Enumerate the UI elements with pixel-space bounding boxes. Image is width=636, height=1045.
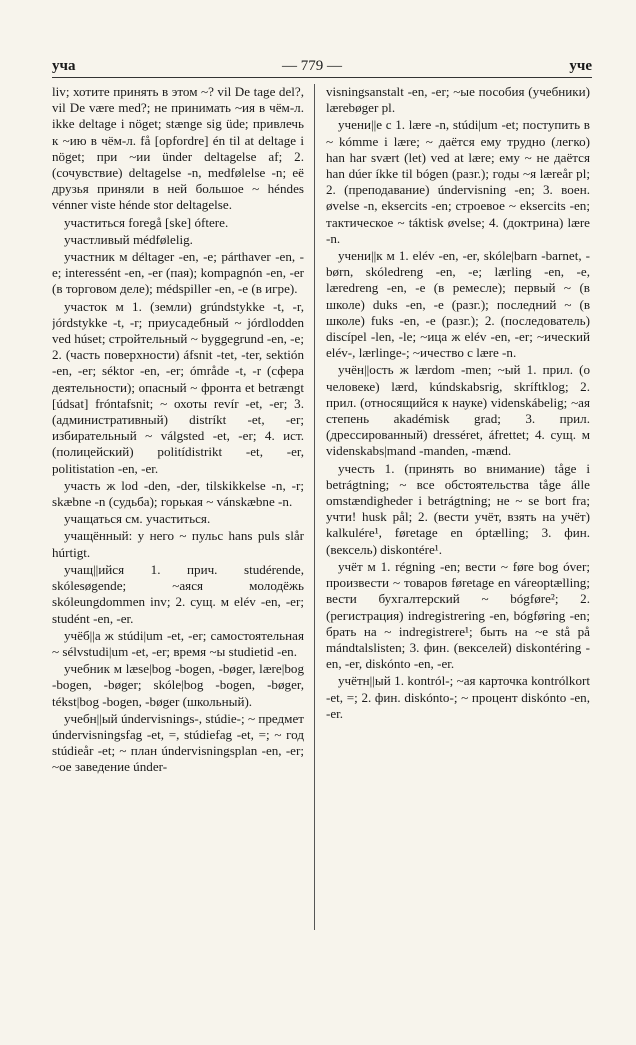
dictionary-entry: участник м déltager -en, -e; párthaver -en, -e; interessént -en, -er (пая); kompagnón -en, -er (в торговом деле); médspiller -en, -e (в игре). [52,249,304,297]
dictionary-entry: учебн||ый úndervisnings-, stúdie-; ~ предмет úndervisningsfag -et, =, stúdiefag -et, =; ~ год stúdieår -et; ~ план úndervisningsplan -en, -er; ~ое заведение únder- [52,710,304,775]
dictionary-entry: учащённый: у него ~ пульс hans puls slår húrtigt. [52,528,304,560]
dictionary-entry: участь ж lod -den, -der, tilskikkelse -n, -r; skæbne -n (судьба); горькая ~ vánskæbne -n. [52,477,304,510]
dictionary-entry: участливый médfølelig. [64,231,193,247]
page-header [52,58,592,78]
dictionary-entry: учащ||ийся 1. прич. studérende, skólesøgende; ~аяся молодёжь skóleungdommen inv; 2. сущ. м elév -en, -er; studént -en, -er. [52,561,304,626]
dictionary-entry: учени||е с 1. lære -n, stúdi|um -et; поступить в ~ kómme i lære; ~ даётся ему трудно (легко) han har svært (let) ved at lære; ему ~ не даётся han dúer íkke til bógen (разг.); годы ~я læreår pl; 2. (преподавание) úndervisning -en; 3. воен. øvelse -n, ekserci‎ts -en; строевое ~ ekserci‎ts -en; тактическое ~ táktisk øvelse; 4. (доктрина) lære -n. [326,117,590,246]
dictionary-entry: учесть 1. (принять во внимание) tåge i betrágtning; ~ все обстоятельства tåge álle omstændigheder i betrágtning; не ~ se bort fra; учти! husk pål; 2. (вести учёт, взять на учёт) kalkulére¹, føretage en óptælling; 3. фин. (вексель) diskontére¹. [326,460,590,557]
page-number: — 779 — [282,58,342,74]
dictionary-entry: учёт м 1. régning -en; вести ~ føre bog óver; произвести ~ товаров føretage en váreoptælling; вести бухгалтерский ~ bógføre²; 2. (регистрация) indregistrering -en, bógføring -en; брать на ~ indregistrere¹; быть на ~е stå på mándtalslisten; 3. фин. (векселей) diskontéring -en, -er, diskónto -en, -er. [326,558,590,672]
right-column [326,84,590,723]
dictionary-entry: учени||к м 1. elév -en, -er, skóle|barn -barnet, -børn, skóledreng -en, -e; lærling -en, -e, læredreng -en, -e (в ремесле); первый ~ (в школе) duks -en, -e (разг.); последний ~ (в школе) fuks -en, -e (разг.); 2. (последователь) discípel -len, -le; ~ица ж elév -en, -er; ~ический elév-, lærlinge-; ~ичество с lære -n. [326,248,590,361]
column-divider [314,84,315,930]
left-column [52,84,304,777]
dictionary-entry: учащаться см. участиться. [64,511,211,527]
dictionary-entry: участиться foregå [ske] óftere. [64,214,229,230]
guide-word-left: уча [52,58,76,74]
guide-word-right: уче [569,58,592,74]
dictionary-entry: visningsanstalt -en, -er; ~ые пособия (учебники) lærebøger pl. [326,84,590,116]
dictionary-entry: учётн||ый 1. kontról-; ~ая карточка kontrólkort -et, =; 2. фин. diskónto-; ~ процент diskónto -en, -er. [326,673,590,721]
dictionary-entry: учебник м læse|bog -bogen, -bøger, lære|bog -bogen, -bøger; skóle|bog -bogen, -bøger, tékst|bog -bogen, -bøger (школьный). [52,661,304,709]
dictionary-entry: участок м 1. (земли) grúndstykke -t, -r, jórdstykke -t, -r; приусадебный ~ jórdlodden ved húset; стройтельный ~ byggegrund -en, -e; 2. (часть поверхности) áfsnit -tet, -ter, sektión -en, -er; séktor -en, -er; ómråde -t, -r (сфера деятельности); опасный ~ фронта et betrængt [údsat] fróntafsnit; ~ охоты revír -et, -er; 3. (административный) distríkt -et, -er; избирательный ~ válgsted -et, -er; 4. ист. (полицейский) politídistrikt -et, -er, politistation -en, -er. [52,298,304,476]
dictionary-entry: учёб||а ж stúdi|um -et, -er; самостоятельная ~ sélvstudi|um -et, -er; время ~ы studietid -en. [52,627,304,659]
dictionary-entry: учён||ость ж lærdom -men; ~ый 1. прил. (о человеке) lærd, kúndskabsrig, skríftklog; 2. прил. (относящийся к науке) videnskábelig; ~ая степень akadémisk grad; 3. прил. (дрессированный) dresséret, áfrettet; 4. сущ. м videnskabs|mand -manden, -mænd. [326,362,590,459]
header-rule [52,77,592,78]
dictionary-entry: liv; хотите принять в этом ~? vil De tage del?, vil De være med?; не принимать ~ия в чём-л. ikke deltage i nöget; stænge sig üde; привлечь к ~ию в чём-л. få [opfordre] én til at deltage i nöget; при ~ии ünder deltagelse af; 2. (сочувствие) deltagelse -n, medfølelse -n; её друзья приняли в ней большое ~ héndes vénner viste hénde stor deltagelse. [52,84,304,213]
